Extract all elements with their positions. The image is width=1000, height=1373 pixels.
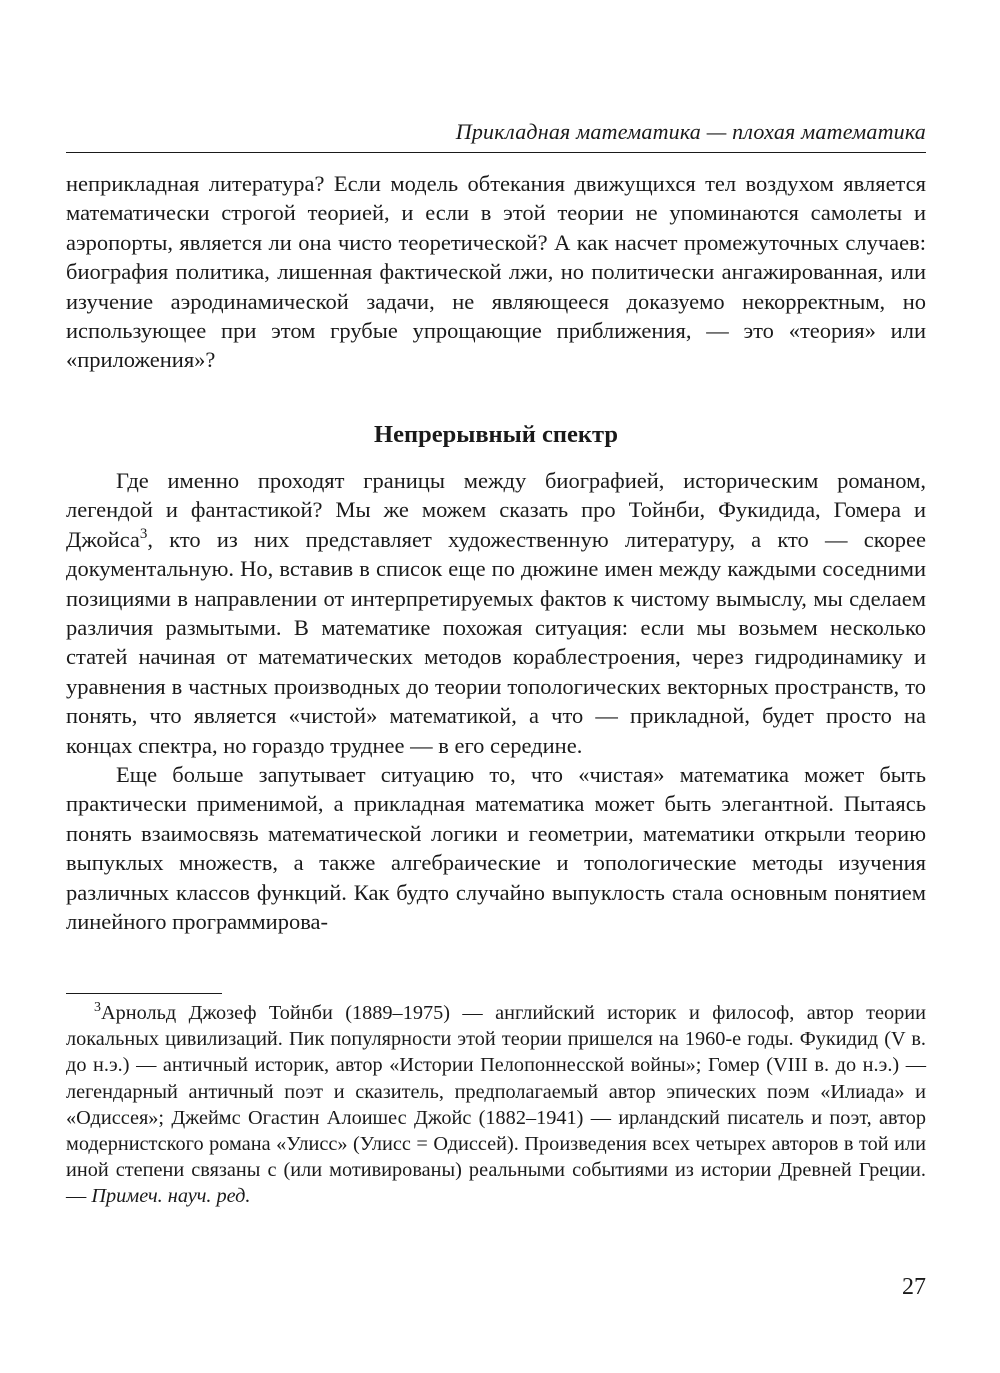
footnote-number: 3 [94,1000,101,1015]
footnote-rule [66,993,222,994]
intro-text [66,169,926,375]
paragraph-1-text-start: Где именно проходят границы между биографией, историческим романом, легендой и фантастикой? Мы же можем сказать про Тойнби, Фукидида, Гомера и Джойса [66,468,926,552]
header-rule [66,152,926,153]
running-header: Прикладная математика — плохая математика [455,119,926,144]
editor-note: Примеч. науч. ред. [91,1185,251,1208]
paragraph-1-text-end: , кто из них представляет художественную литературу, а кто — скорее документальную. Но, вставив в список еще по дюжине имен между каждыми соседними позициями в направлении от интерпретируемых фактов к чистому вымыслу, мы сделаем различия размытыми. В математике похожая ситуация: если мы возьмем несколько статей начиная от математических методов кораблестроения, через гидродинамику и уравнения в частных производных до теории топологических векторных пространств, то понять, что является «чистой» математикой, а что — прикладной, будет просто на концах спектра, но гораздо труднее — в его середине. [66,526,926,758]
page-number: 27 [902,1274,926,1300]
section-paragraph-2: Еще больше запутывает ситуацию то, что «чистая» математика может быть практически применимой, а прикладная математика может быть элегантной. Пытаясь понять взаимосвязь математической логики и геометрии, математики открыли теорию выпуклых множеств, а также алгебраические и топологические методы изучения различных классов функций. Как будто случайно выпуклость стала основным понятием линейного программирова- [66,762,926,935]
footnote-text: Арнольд Джозеф Тойнби (1889–1975) — английский историк и философ, автор теории локальных цивилизаций. Пик популярности этой теории пришелся на 1960-е годы. Фукидид (V в. до н.э.) — античный историк, автор «Истории Пелопоннесской войны»; Гомер (VIII в. до н.э.) — легендарный античный поэт и сказитель, предполагаемый автор эпических поэм «Илиада» и «Одиссея»; Джеймс Огастин Алоишес Джойс (1882–1941) — ирландский писатель и поэт, автор модернистского романа «Улисс» (Улисс = Одиссей). Произведения всех четырех авторов в той или иной степени связаны с (или мотивированы) реальными событиями из истории Древней Греции. — [66,1002,926,1208]
section-text [66,466,926,937]
intro-paragraph: неприкладная литература? Если модель обтекания движущихся тел воздухом является математически строгой теорией, и если в этой теории не упоминаются самолеты и аэропорты, является ли она чисто теоретической? А как насчет промежуточных случаев: биография политика, лишенная фактической лжи, но политически ангажированная, или изучение аэродинамической задачи, не являющееся доказуемо некорректным, но использующее при этом грубые упрощающие приближения, — это «теория» или «приложения»? [66,171,926,373]
footnote [66,1000,926,1210]
book-page [66,0,926,1373]
section-heading: Непрерывный спектр [374,421,618,448]
footnote-reference[interactable]: 3 [139,525,148,542]
section-paragraph-1 [66,466,926,760]
